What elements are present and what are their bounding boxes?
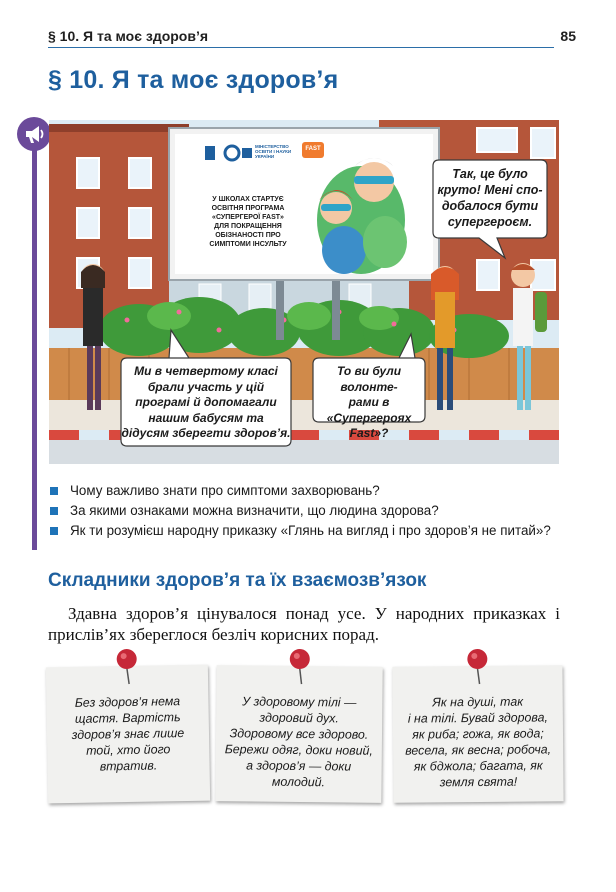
pushpin-icon [288, 648, 312, 686]
proverb-line: земля свята! [439, 774, 518, 790]
megaphone-icon [17, 117, 51, 151]
side-bar [32, 138, 37, 550]
proverb-line: щастя. Вартість [74, 710, 181, 726]
proverb-line: Без здоров’я нема [74, 694, 181, 710]
proverb-text [401, 693, 556, 790]
bubble-line: брали участь у цій [147, 379, 265, 394]
proverb-line: Бережи одяг, доки новий, [224, 742, 373, 758]
billboard-line: ОБІЗНАНОСТІ ПРО [215, 232, 281, 239]
bubble-line: Ми в четвертому класі [134, 364, 278, 378]
bubble-line: Fast»? [349, 426, 389, 440]
proverb-line: Як на душі, так [432, 694, 524, 710]
bubble-line: То ви були волонте- [336, 364, 402, 394]
bullet-square-icon [50, 487, 58, 495]
proverb-card [215, 665, 382, 803]
billboard-line: ОСВІТНЯ ПРОГРАМА [211, 205, 285, 212]
pushpin-icon [465, 648, 489, 686]
billboard-line: СИМПТОМИ ІНСУЛЬТУ [209, 241, 287, 248]
bubble-line: рами в «Супергероях [326, 395, 412, 425]
illustration [49, 120, 559, 464]
page-number: 85 [560, 28, 576, 44]
question-text: Як ти розумієш народну приказку «Глянь на вигляд і про здоров’я не питай»? [70, 523, 551, 538]
proverb-card [46, 665, 210, 804]
running-title: § 10. Я та моє здоров’я [48, 28, 209, 44]
bubble-bottom-middle [313, 364, 425, 442]
proverb-line: як риба; гожа, як вода; [412, 726, 544, 742]
question-item [50, 522, 570, 540]
billboard-line: «СУПЕРГЕРОЇ FAST» [212, 214, 284, 221]
proverb-line: як бджола; багата, як [413, 758, 543, 774]
billboard-text [189, 195, 307, 249]
proverb-line: здоровий дух. [259, 710, 339, 726]
bullet-square-icon [50, 527, 58, 535]
question-item [50, 502, 570, 520]
proverb-text [54, 693, 201, 776]
question-list [50, 482, 570, 542]
bubble-line: нашим бабусям та [148, 410, 264, 425]
body-paragraph: Здавна здоров’я цінувалося понад усе. У народних приказках і прислів’ях збереглося безліч корисних порад. [48, 604, 560, 644]
bubble-bottom-left [121, 364, 291, 442]
bullet-square-icon [50, 507, 58, 515]
proverb-card [392, 665, 563, 802]
bubble-line: супергероєм. [447, 215, 533, 229]
section-title: § 10. Я та моє здоров’я [48, 66, 339, 94]
proverb-line: а здоров’я — доки [246, 758, 352, 774]
proverb-line: втратив. [99, 758, 158, 774]
proverb-text [223, 693, 374, 791]
proverb-line: Здоровому все здорово. [229, 726, 369, 742]
bubble-line: круто! Мені спо- [437, 183, 543, 197]
bubble-line: Так, це було [452, 167, 528, 181]
billboard-badge: FAST [305, 146, 321, 152]
proverb-line: здоров’я знає лише [71, 726, 185, 742]
proverb-line: весела, як весна; робоча, [405, 742, 552, 758]
bubble-top-right [435, 166, 545, 230]
pushpin-icon [115, 648, 140, 686]
subsection-title: Складники здоров’я та їх взаємозв’язок [48, 570, 427, 591]
proverb-line: і на тілі. Бувай здорова, [407, 710, 548, 726]
bubble-line: дідусям зберегти здоров’я. [121, 426, 291, 440]
proverb-line: той, хто його [86, 742, 171, 758]
bubble-line: програмі й допомагали [135, 395, 277, 409]
question-text: За якими ознаками можна визначити, що людина здорова? [70, 503, 439, 518]
proverb-line: молодий. [271, 774, 326, 790]
header-rule [48, 47, 554, 48]
proverb-line: У здоровому тілі — [242, 694, 357, 710]
billboard-line: У ШКОЛАХ СТАРТУЄ [212, 196, 284, 203]
question-item [50, 482, 570, 500]
question-text: Чому важливо знати про симптоми захворювань? [70, 483, 380, 498]
billboard-line: ДЛЯ ПОКРАЩЕННЯ [214, 223, 282, 230]
bubble-line: добалося бути [441, 199, 539, 213]
billboard-ministry: МІНІСТЕРСТВО ОСВІТИ І НАУКИ УКРАЇНИ [255, 144, 292, 159]
